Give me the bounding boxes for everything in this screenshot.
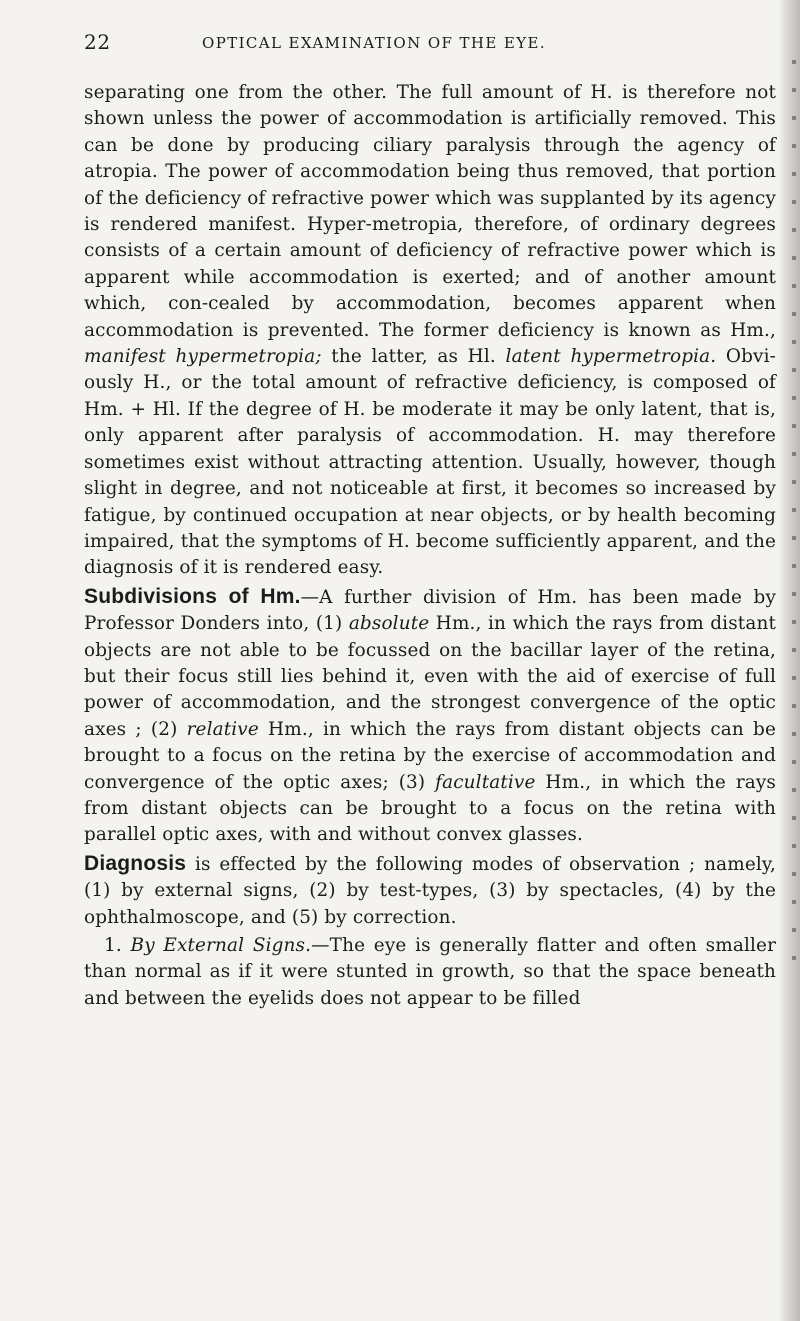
paragraph-diagnosis xyxy=(84,851,776,931)
page-number: 22 xyxy=(84,30,111,54)
body-text xyxy=(84,80,776,1320)
text-segment: —A further division of Hm. has been made by Professor Donders into, (1) xyxy=(84,586,776,635)
text-segment: Hm., in which the rays from distant objects are not able to be focussed on the bacillar layer of the retina, but their focus still lies behind it, even with the aid of exercise of full power of accommodation, and the strongest convergence of the optic axes ; (2) xyxy=(84,613,776,740)
italic-term-relative: relative xyxy=(186,718,259,740)
text-segment: is effected by the following modes of observation ; namely, (1) by external signs, (2) by test-types, (3) by spectacles, (4) by the ophthalmoscope, and (5) by correction. xyxy=(84,853,776,928)
text-segment: Hm., in which the rays from distant objects can be brought to a focus on the retina by the exercise of accommodation and convergence of the optic axes; (3) xyxy=(84,718,777,793)
page-edge-marks xyxy=(792,60,796,960)
section-heading-diagnosis: Diagnosis xyxy=(84,851,187,875)
text-segment: separating one from the other. The full amount of H. is therefore not shown unless the power of accommodation is artificially removed. This can be done by producing ciliary paralysis through the agency of atropia. The power of accommodation being thus removed, that portion of the deficiency of refractive power which was supplanted by its agency is rendered manifest. Hyper-metropia, therefore, of ordinary degrees consists of a certain amount of deficiency of refractive power which is apparent while accommodation is exerted; and of another amount which, con-cealed by accommodation, becomes apparent when accommodation is prevented. The former deficiency is known as Hm., xyxy=(84,82,776,341)
italic-term-manifest-hypermetropia: manifest hypermetropia; xyxy=(84,346,322,368)
text-segment: —The eye is generally flatter and often smaller than normal as if it were stunted in growth, so that the space beneath and between the eyelids does not appear to be filled xyxy=(84,935,777,1009)
section-heading-subdivisions: Subdivisions of Hm. xyxy=(84,584,301,608)
running-title: OPTICAL EXAMINATION OF THE EYE. xyxy=(202,34,547,52)
text-segment: Obvi-ously H., or the total amount of refractive deficiency, is composed of Hm. + Hl. If the degree of H. be moderate it may be only latent, that is, only apparent after paralysis of accommodation. H. may therefore sometimes exist without attracting attention. Usually, however, though slight in degree, and not noticeable at first, it becomes so increased by fatigue, by continued occupation at near objects, or by health becoming impaired, that the symptoms of H. become sufficiently apparent, and the diagnosis of it is rendered easy. xyxy=(84,346,776,579)
italic-term-facultative: facultative xyxy=(435,771,536,793)
list-number: 1. xyxy=(104,935,131,956)
paragraph-subdivisions xyxy=(84,584,776,849)
text-segment: the latter, as Hl. xyxy=(321,346,506,368)
paragraph-external-signs xyxy=(84,933,776,1012)
italic-subheading-external-signs: By External Signs. xyxy=(130,935,312,956)
italic-term-absolute: absolute xyxy=(348,613,430,635)
text-segment: Hm., in which the rays from distant objects can be brought to a focus on the retina with parallel optic axes, with and without convex glasses. xyxy=(84,771,776,846)
italic-term-latent-hypermetropia: latent hypermetropia. xyxy=(505,346,717,368)
running-head xyxy=(84,30,784,56)
paragraph-hypermetropia-intro xyxy=(84,80,776,582)
page-edge-shadow xyxy=(778,0,800,1321)
